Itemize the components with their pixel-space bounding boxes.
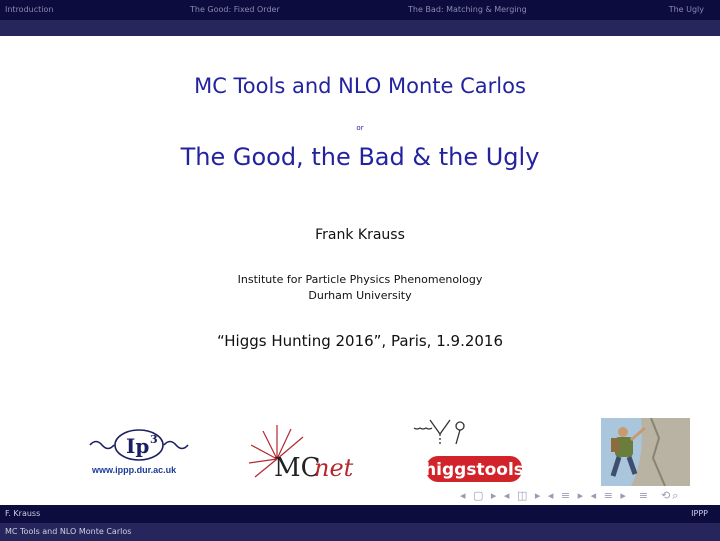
feynman-diagram-icon [414, 420, 464, 446]
ippp-url: www.ippp.dur.ac.uk [92, 465, 177, 475]
ip3-text: Ip [126, 434, 150, 458]
nav-the-bad[interactable]: The Bad: Matching & Merging [408, 5, 527, 14]
mcnet-net: net [314, 454, 354, 482]
beamer-navigation-symbols[interactable]: ◂ ▢ ▸ ◂ ◫ ▸ ◂ ≡ ▸ ◂ ≡ ▸ ≡ ⟲⌕ [460, 489, 681, 502]
subsection-bar [0, 20, 720, 36]
institute [0, 272, 720, 304]
slide-subtitle: The Good, the Bad & the Ugly [180, 143, 540, 171]
ippp-logo [88, 424, 190, 480]
mcnet-logo [247, 423, 357, 483]
footer-bar-top [0, 505, 720, 523]
climber-image [601, 418, 690, 486]
higgstools-logo [408, 418, 526, 484]
ippp-emblem-icon [88, 424, 190, 466]
footer-author: F. Krauss [5, 509, 41, 518]
nav-the-ugly[interactable]: The Ugly [668, 5, 704, 14]
slide-title: MC Tools and NLO Monte Carlos [194, 74, 526, 98]
institute-line-2: Durham University [308, 289, 412, 302]
nav-introduction[interactable]: Introduction [5, 5, 54, 14]
or-separator: or [356, 124, 364, 132]
navigation-bar [0, 0, 720, 20]
higgstools-text: higgstools [424, 460, 524, 480]
footer-bar-bottom [0, 523, 720, 541]
event-line: “Higgs Hunting 2016”, Paris, 1.9.2016 [216, 332, 504, 350]
nav-the-good[interactable]: The Good: Fixed Order [190, 5, 280, 14]
footer-institute: IPPP [691, 509, 708, 518]
footer-talk-title: MC Tools and NLO Monte Carlos [5, 527, 132, 536]
author-name: Frank Krauss [315, 227, 405, 243]
mcnet-mc: MC [274, 453, 321, 483]
ip3-sup: 3 [150, 433, 158, 446]
institute-line-1: Institute for Particle Physics Phenomenology [237, 273, 483, 286]
